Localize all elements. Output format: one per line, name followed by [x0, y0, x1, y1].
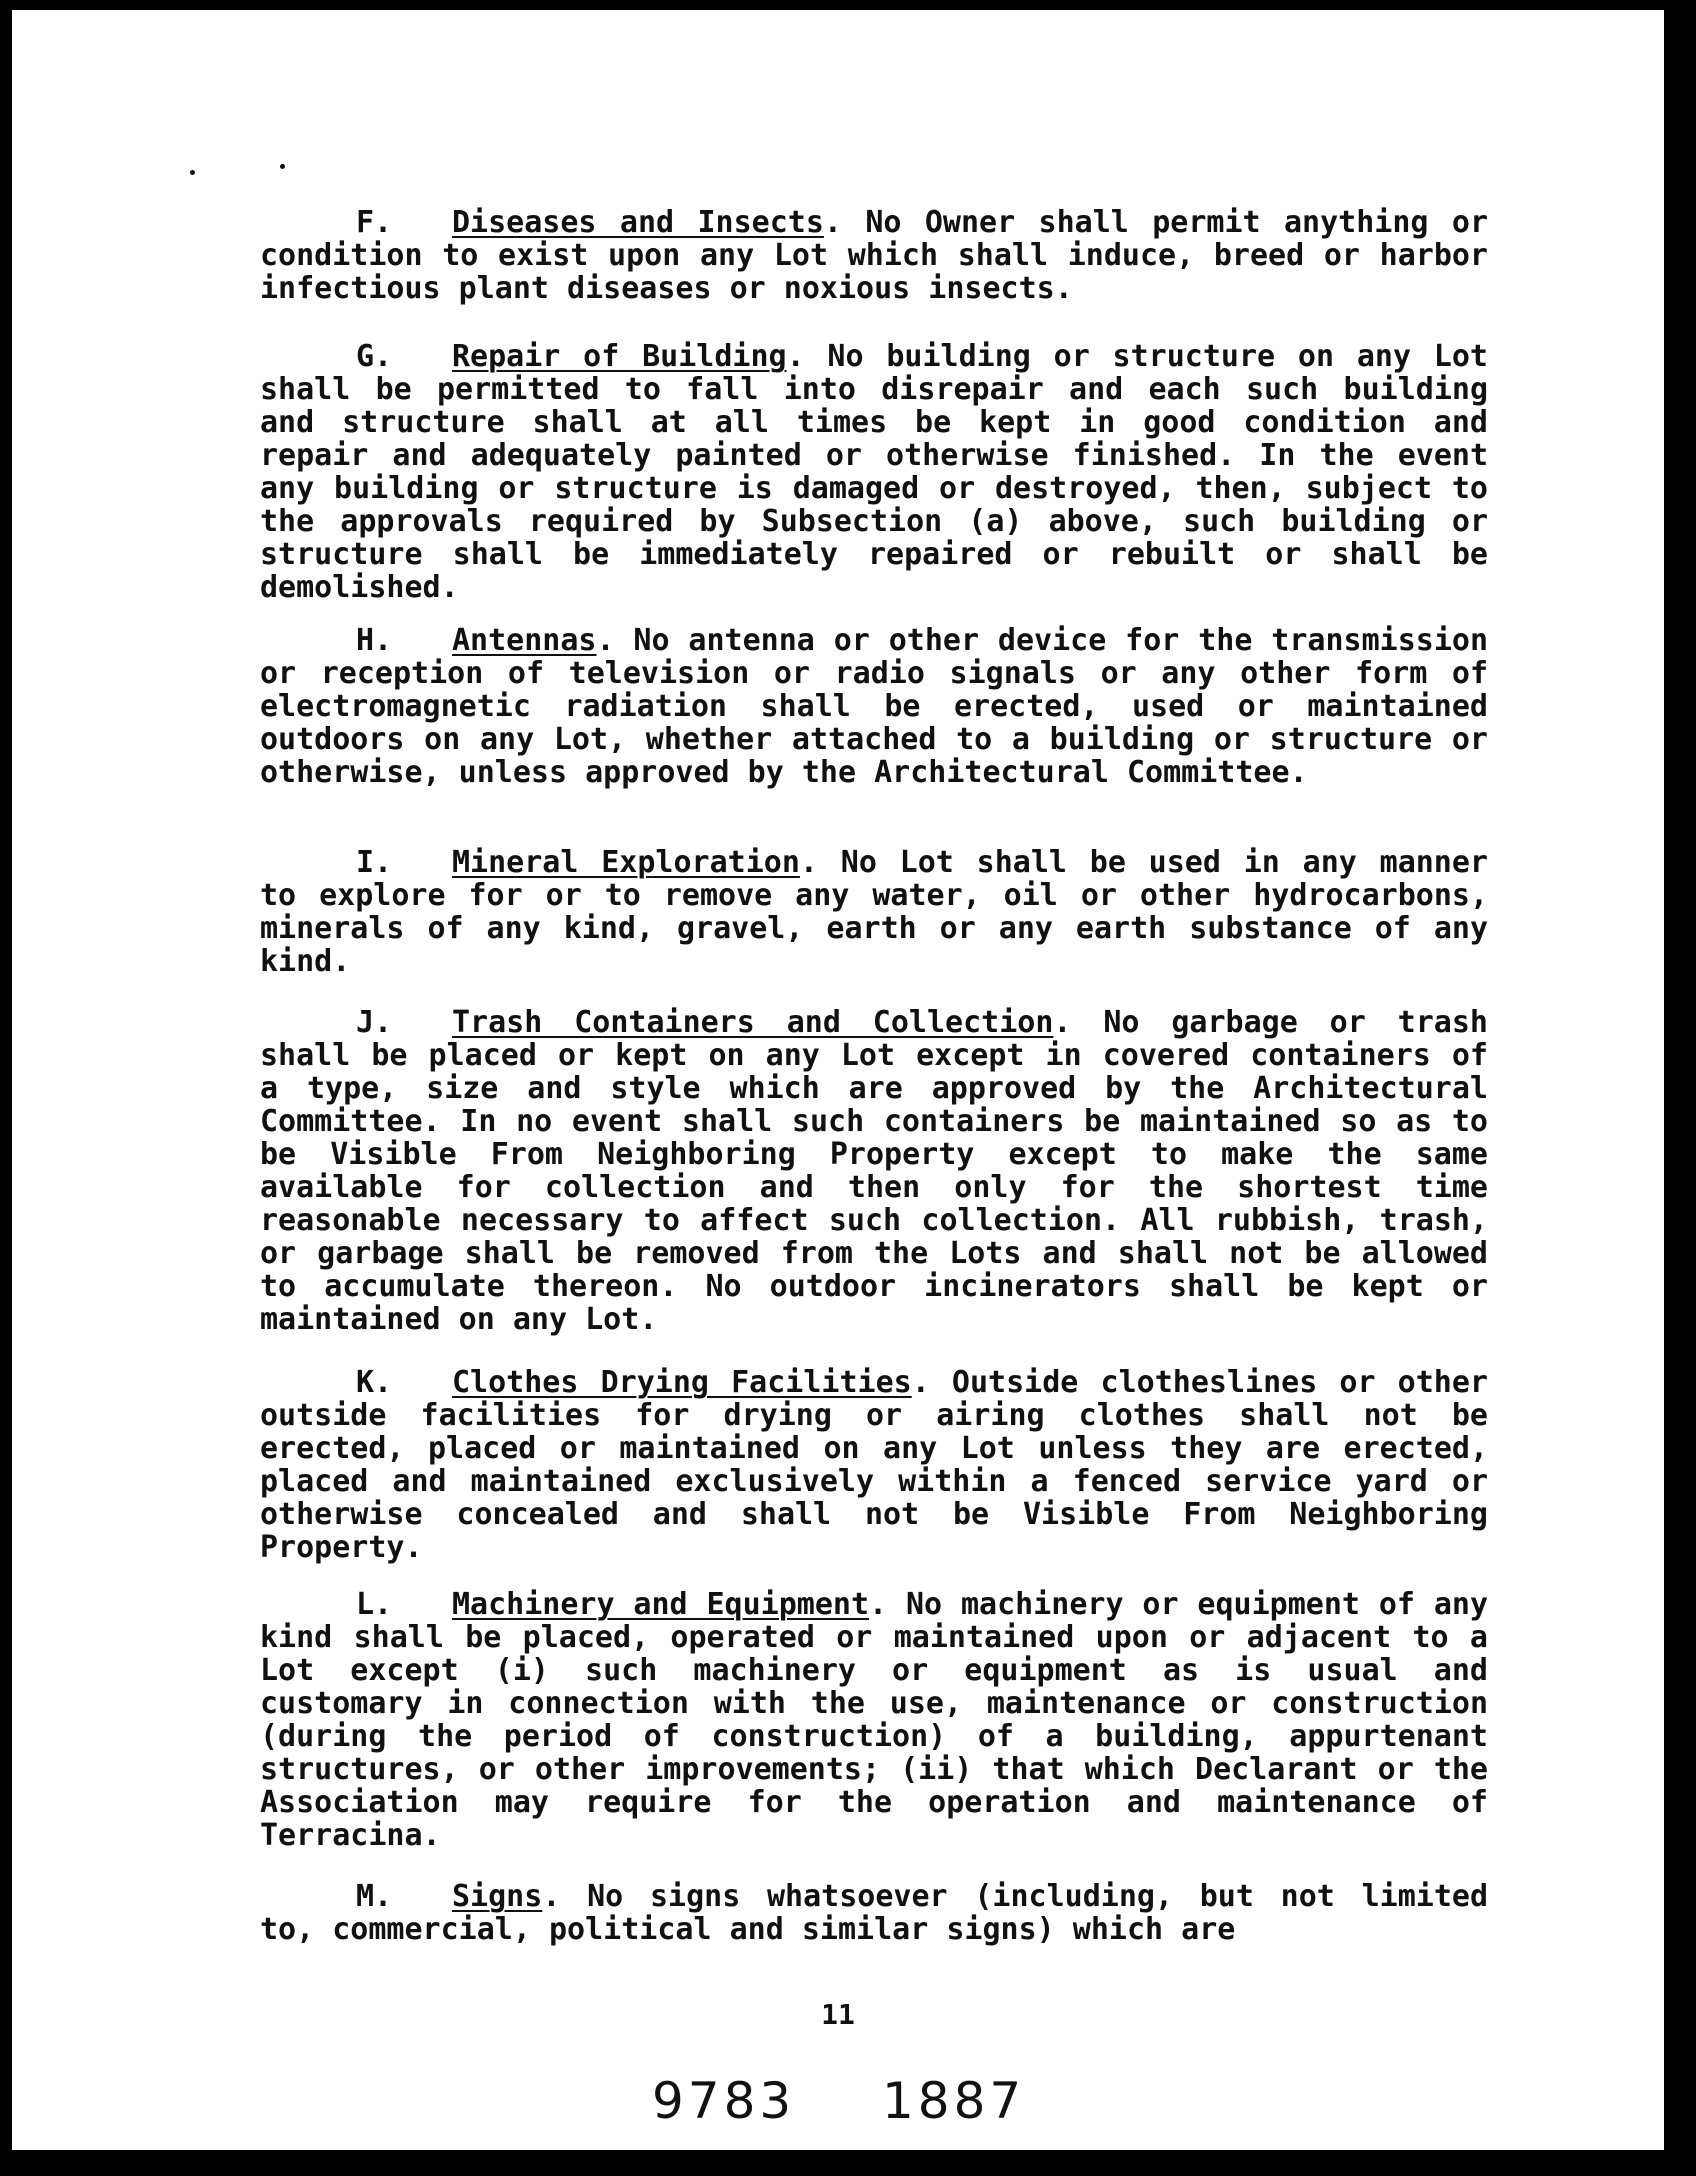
section-letter: G. — [356, 339, 393, 374]
section-h — [260, 624, 1488, 789]
section-heading: Repair of Building — [452, 339, 787, 374]
recording-stamp-book: 9783 — [652, 2072, 796, 2130]
section-j — [260, 1006, 1488, 1336]
section-l — [260, 1588, 1488, 1852]
recording-stamp-page: 1887 — [882, 2072, 1026, 2130]
section-body: . No Lot shall be used in any manner to explore for or to remove any water, oil or other hydrocarbons, minerals of any kind, gravel, earth or any earth substance of any kind. — [260, 845, 1488, 979]
stray-mark — [280, 164, 285, 169]
section-heading: Diseases and Insects — [452, 205, 824, 240]
section-letter: K. — [356, 1365, 393, 1400]
section-heading: Antennas — [452, 623, 597, 658]
document-page — [12, 10, 1664, 2150]
section-letter: L. — [356, 1587, 393, 1622]
section-heading: Trash Containers and Collection — [452, 1005, 1054, 1040]
section-letter: F. — [356, 205, 393, 240]
section-letter: M. — [356, 1879, 393, 1914]
section-heading: Mineral Exploration — [452, 845, 800, 880]
section-letter: H. — [356, 623, 393, 658]
section-body: . No Owner shall permit anything or condition to exist upon any Lot which shall induce, breed or harbor infectious plant diseases or noxious insects. — [260, 205, 1489, 306]
section-m — [260, 1880, 1488, 1946]
stray-mark — [190, 170, 195, 175]
section-body: . No machinery or equipment of any kind shall be placed, operated or maintained upon or adjacent to a Lot except (i) such machinery or equipment as is usual and customary in connection with the use, maintenance or construction (during the period of construction) of a building, appurtenant structures, or other improvements; (ii) that which Declarant or the Association may require for the operation and maintenance of Terracina. — [260, 1587, 1489, 1853]
section-letter: J. — [356, 1005, 393, 1040]
section-letter: I. — [356, 845, 393, 880]
section-g — [260, 340, 1488, 604]
section-heading: Signs — [452, 1879, 543, 1914]
section-heading: Machinery and Equipment — [452, 1587, 870, 1622]
section-i — [260, 846, 1488, 978]
section-body: . No antenna or other device for the transmission or reception of television or radio signals or any other form of electromagnetic radiation shall be erected, used or maintained outdoors on any Lot, whether attached to a building or structure or otherwise, unless approved by the Architectural Committee. — [260, 623, 1488, 790]
section-body: . No garbage or trash shall be placed or kept on any Lot except in covered containers of a type, size and style which are approved by the Architectural Committee. In no event shall such containers be maintained so as to be Visible From Neighboring Property except to make the same available for collection and then only for the shortest time reasonable necessary to affect such collection. All rubbish, trash, or garbage shall be removed from the Lots and shall not be allowed to accumulate thereon. No outdoor incinerators shall be kept or maintained on any Lot. — [260, 1005, 1488, 1337]
section-body: . Outside clotheslines or other outside facilities for drying or airing clothes shall not be erected, placed or maintained on any Lot unless they are erected, placed and maintained exclusively within a fenced service yard or otherwise concealed and shall not be Visible From Neighboring Property. — [260, 1365, 1488, 1565]
section-k — [260, 1366, 1488, 1564]
section-f — [260, 206, 1488, 305]
section-body: . No building or structure on any Lot shall be permitted to fall into disrepair and each such building and structure shall at all times be kept in good condition and repair and adequately painted or otherwise finished. In the event any building or structure is damaged or destroyed, then, subject to the approvals required by Subsection (a) above, such building or structure shall be immediately repaired or rebuilt or shall be demolished. — [260, 339, 1488, 605]
section-heading: Clothes Drying Facilities — [452, 1365, 912, 1400]
page-number: 11 — [821, 1998, 855, 2031]
section-body: . No signs whatsoever (including, but not limited to, commercial, political and similar signs) which are — [260, 1879, 1488, 1947]
